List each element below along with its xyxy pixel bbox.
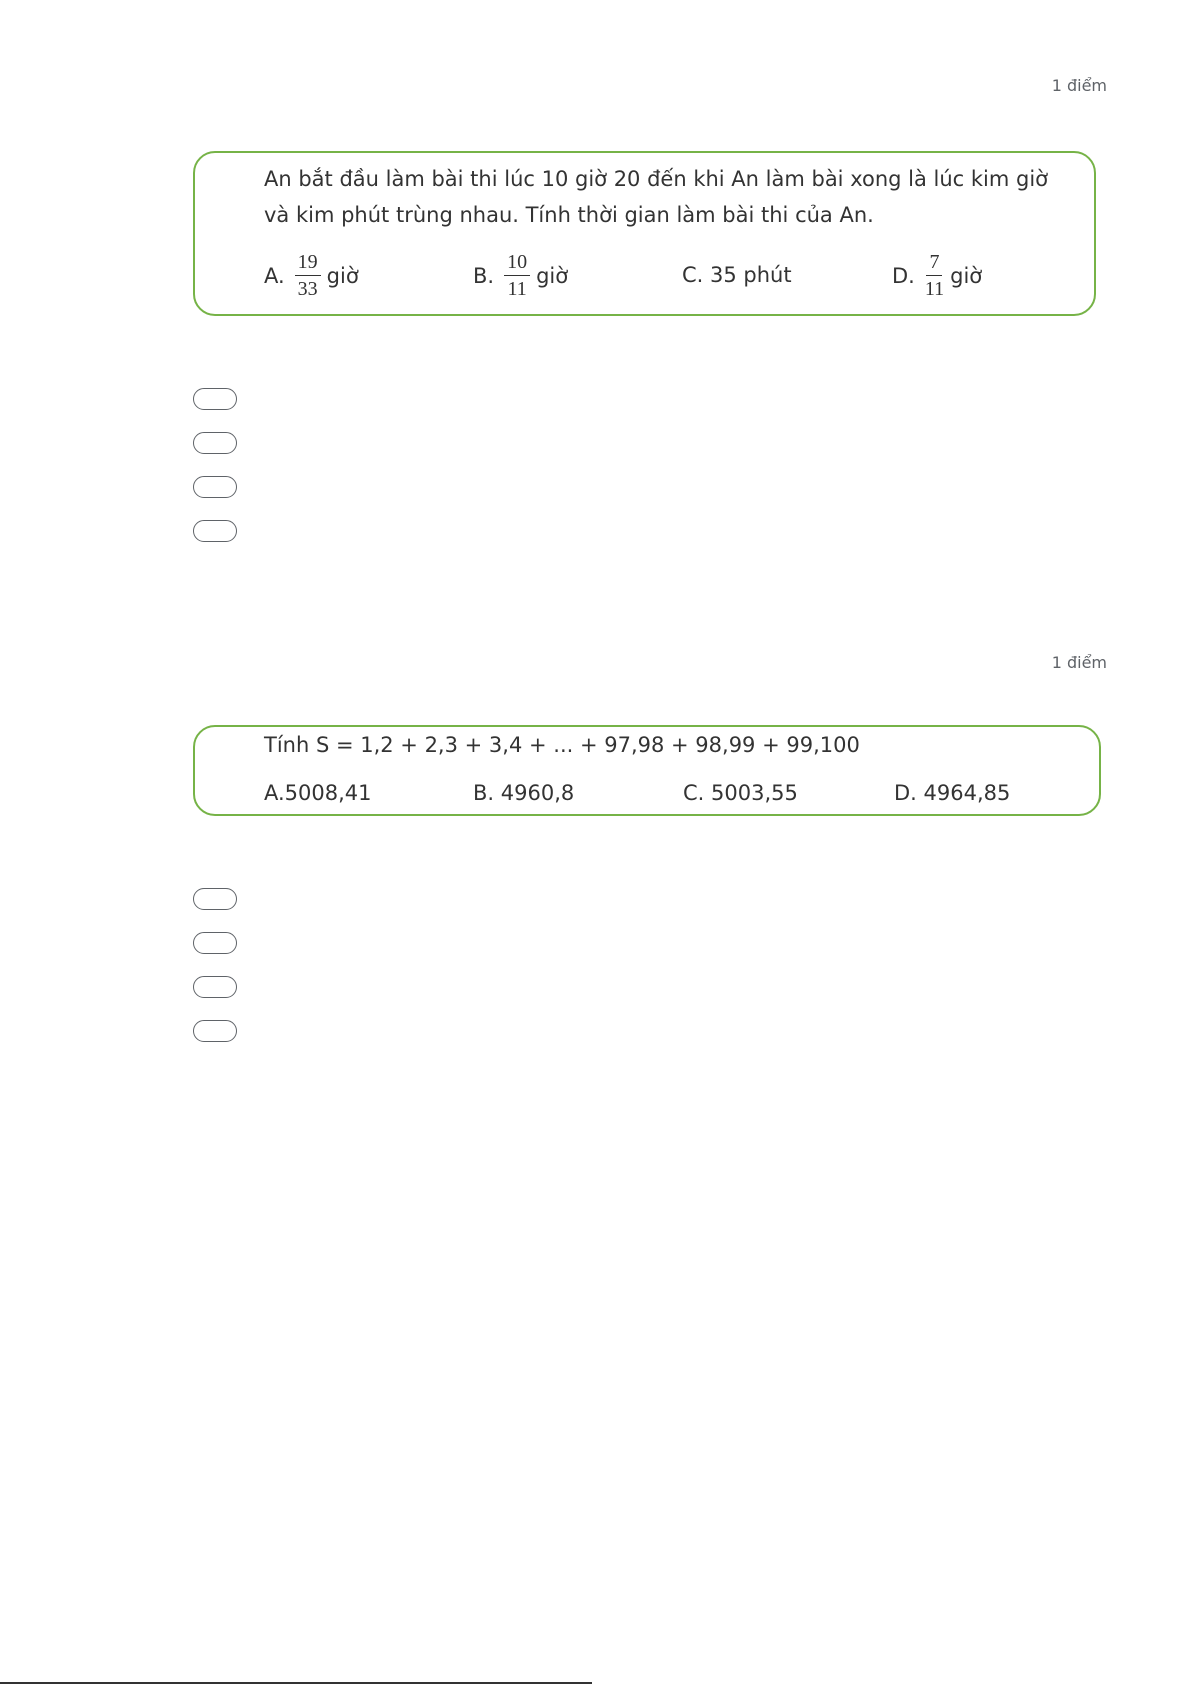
question-1-radio-4[interactable] bbox=[193, 520, 237, 542]
question-1-option-a bbox=[264, 251, 359, 300]
question-1-option-b bbox=[473, 251, 568, 300]
question-1-radio-1[interactable] bbox=[193, 388, 237, 410]
footer-divider bbox=[0, 1682, 592, 1684]
option-d-numerator: 7 bbox=[926, 251, 942, 276]
option-b-text: B. 4960,8 bbox=[473, 781, 575, 805]
option-c-text: C. 5003,55 bbox=[683, 781, 798, 805]
option-b-denominator: 11 bbox=[507, 278, 527, 300]
question-2-radio-2[interactable] bbox=[193, 932, 237, 954]
option-a-text: A.5008,41 bbox=[264, 781, 372, 805]
question-2-points: 1 điểm bbox=[1051, 653, 1107, 672]
option-d-prefix: D. bbox=[892, 263, 915, 288]
option-a-numerator: 19 bbox=[295, 251, 321, 276]
question-1-option-d bbox=[892, 251, 982, 300]
question-1-text-line-1: An bắt đầu làm bài thi lúc 10 giờ 20 đến khi An làm bài xong là lúc kim giờ bbox=[264, 167, 1049, 191]
option-b-prefix: B. bbox=[473, 263, 495, 288]
question-2-option-a bbox=[264, 781, 372, 805]
question-1-points: 1 điểm bbox=[1051, 76, 1107, 95]
option-d-denominator: 11 bbox=[924, 278, 945, 300]
option-d-fraction bbox=[925, 251, 944, 300]
question-1-text-line-2: và kim phút trùng nhau. Tính thời gian làm bài thi của An. bbox=[264, 203, 874, 227]
question-2-radio-4[interactable] bbox=[193, 1020, 237, 1042]
question-2-radio-3[interactable] bbox=[193, 976, 237, 998]
option-c-prefix: C. 35 phút bbox=[682, 263, 792, 287]
option-b-fraction bbox=[504, 251, 530, 300]
option-b-numerator: 10 bbox=[504, 251, 530, 276]
question-2-radio-1[interactable] bbox=[193, 888, 237, 910]
question-2-image bbox=[193, 725, 1101, 816]
option-d-text: D. 4964,85 bbox=[894, 781, 1011, 805]
option-a-suffix: giờ bbox=[326, 263, 359, 288]
question-2-option-b bbox=[473, 781, 574, 805]
option-d-suffix: giờ bbox=[950, 263, 983, 288]
option-a-denominator: 33 bbox=[297, 278, 318, 300]
question-2-option-c bbox=[683, 781, 798, 805]
question-1-image bbox=[193, 151, 1096, 316]
option-b-suffix: giờ bbox=[536, 263, 569, 288]
question-2-option-d bbox=[894, 781, 1010, 805]
question-2-text-line-1: Tính S = 1,2 + 2,3 + 3,4 + ... + 97,98 + 98,99 + 99,100 bbox=[264, 733, 860, 757]
question-1-radio-3[interactable] bbox=[193, 476, 237, 498]
question-1-option-c bbox=[682, 263, 792, 287]
question-1-radio-2[interactable] bbox=[193, 432, 237, 454]
option-a-fraction bbox=[295, 251, 321, 300]
option-a-prefix: A. bbox=[264, 263, 285, 288]
